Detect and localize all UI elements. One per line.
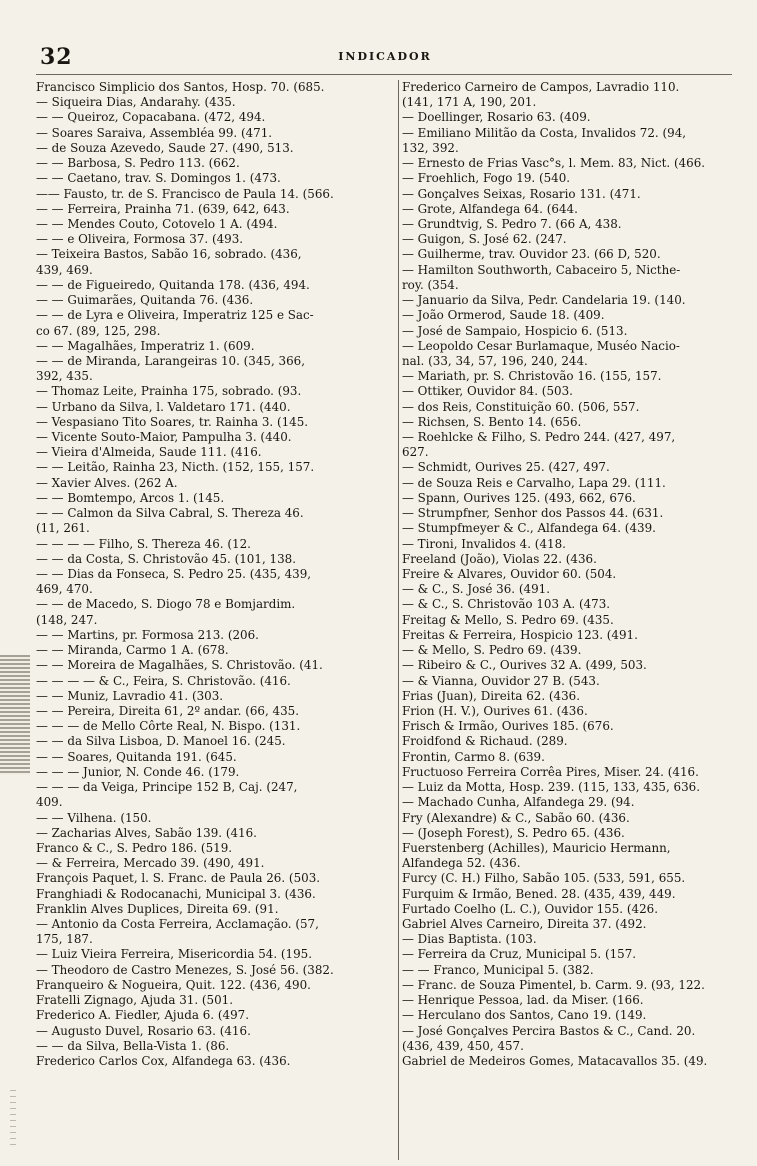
page-number: 32 (40, 44, 73, 70)
directory-entry-line: — Froehlich, Fogo 19. (540. (402, 171, 571, 186)
directory-entry-line: — Strumpfner, Senhor dos Passos 44. (631. (402, 506, 664, 521)
directory-entry-line: — — Mendes Couto, Cotovelo 1 A. (494. (36, 216, 278, 231)
directory-entry-line: — Ottiker, Ouvidor 84. (503. (402, 384, 573, 399)
directory-entry-line: — Vicente Souto-Maior, Pampulha 3. (440. (36, 430, 292, 445)
directory-entry-line: Frederico Carneiro de Campos, Lavradio 110. (402, 80, 680, 94)
directory-entry-line: (436, 439, 450, 457. (402, 1038, 524, 1053)
page-header (40, 44, 730, 72)
directory-entry-line: (141, 171 A, 190, 201. (402, 95, 537, 110)
directory-entry-line: — — — da Veiga, Principe 152 B, Caj. (247, (36, 780, 298, 795)
directory-entry-line: — Stumpfmeyer & C., Alfandega 64. (439. (402, 521, 656, 536)
directory-entry-line: — — Dias da Fonseca, S. Pedro 25. (435, 439, (36, 567, 312, 581)
directory-entry-line: — Henrique Pessoa, lad. da Miser. (166. (402, 993, 644, 1008)
directory-entry-line: — Augusto Duvel, Rosario 63. (416. (36, 1023, 251, 1038)
directory-entry-line: Gabriel de Medeiros Gomes, Matacavallos 35. (49. (402, 1054, 708, 1068)
directory-entry-line: — Franc. de Souza Pimentel, b. Carm. 9. (93, 122. (402, 977, 705, 992)
directory-entry-line: co 67. (89, 125, 298. (36, 323, 161, 338)
directory-entry-line: — — Martins, pr. Formosa 213. (206. (36, 627, 259, 642)
directory-entry-line: — — — Junior, N. Conde 46. (179. (36, 764, 240, 779)
directory-entry-line: — — Franco, Municipal 5. (382. (402, 962, 594, 977)
directory-entry-line: Franco & C., S. Pedro 186. (519. (36, 840, 233, 855)
directory-entry-line: — Spann, Ourives 125. (493, 662, 676. (402, 490, 636, 505)
directory-entry-line: — — e Oliveira, Formosa 37. (493. (36, 232, 244, 247)
directory-entry-line: — Tironi, Invalidos 4. (418. (402, 536, 566, 551)
directory-entry-line: Gabriel Alves Carneiro, Direita 37. (492. (402, 917, 647, 932)
directory-entry-line: — Soares Saraiva, Assembléa 99. (471. (36, 125, 273, 140)
directory-entry-line: — Theodoro de Castro Menezes, S. José 56. (382. (36, 962, 334, 977)
directory-entry-line: — Grundtvig, S. Pedro 7. (66 A, 438. (402, 216, 622, 231)
directory-entry-line: — Doellinger, Rosario 63. (409. (402, 110, 591, 125)
directory-entry-line: — — Vilhena. (150. (36, 810, 152, 825)
directory-entry-line: — — Bomtempo, Arcos 1. (145. (36, 490, 225, 505)
directory-entry-line: — — de Lyra e Oliveira, Imperatriz 125 e Sac- (36, 308, 314, 323)
directory-entry-line: — José de Sampaio, Hospicio 6. (513. (402, 323, 628, 338)
directory-entry-line: François Paquet, l. S. Franc. de Paula 26. (503. (36, 871, 321, 886)
directory-entry-line: — — de Figueiredo, Quitanda 178. (436, 494. (36, 277, 310, 292)
directory-entry-line: — dos Reis, Constituição 60. (506, 557. (402, 399, 640, 414)
directory-entry-line: — — da Costa, S. Christovão 45. (101, 138. (36, 551, 296, 566)
directory-entry-line: — Ribeiro & C., Ourives 32 A. (499, 503. (402, 658, 647, 673)
directory-entry-line: — Thomaz Leite, Prainha 175, sobrado. (93. (36, 384, 302, 399)
directory-entry-line: — Roehlcke & Filho, S. Pedro 244. (427, 497, (402, 430, 676, 445)
directory-entry-line: — — — — & C., Feira, S. Christovão. (416. (36, 673, 291, 688)
directory-entry-line: — Herculano dos Santos, Cano 19. (149. (402, 1008, 647, 1023)
directory-entry-line: Fructuoso Ferreira Corrêa Pires, Miser. 24. (416. (402, 764, 699, 779)
directory-entry-line: 439, 469. (36, 262, 93, 277)
directory-entry-line: — Luiz da Motta, Hosp. 239. (115, 133, 435, 636. (402, 780, 701, 795)
directory-entry-line: — — da Silva Lisboa, D. Manoel 16. (245. (36, 734, 286, 749)
directory-entry-line: — Grote, Alfandega 64. (644. (402, 201, 578, 216)
directory-entry-line: — Antonio da Costa Ferreira, Acclamação. (57, (36, 917, 319, 932)
directory-entry-line: 469, 470. (36, 582, 93, 597)
directory-entry-line: Franklin Alves Duplices, Direita 69. (91. (36, 901, 279, 916)
directory-entry-line: — — Muniz, Lavradio 41. (303. (36, 688, 224, 703)
directory-entry-line: — — Pereira, Direita 61, 2º andar. (66, 435. (36, 703, 300, 718)
directory-entry-line: Freire & Alvares, Ouvidor 60. (504. (402, 567, 617, 581)
directory-entry-line: — — de Miranda, Larangeiras 10. (345, 366, (36, 353, 306, 368)
directory-entry-line: — Gonçalves Seixas, Rosario 131. (471. (402, 186, 641, 201)
running-head: INDICADOR (338, 50, 432, 63)
directory-entry-line: — & Mello, S. Pedro 69. (439. (402, 643, 582, 658)
directory-entry-line: — Machado Cunha, Alfandega 29. (94. (402, 795, 635, 810)
directory-entry-line: Alfandega 52. (436. (402, 856, 521, 871)
directory-entry-line: 392, 435. (36, 369, 93, 384)
directory-entry-line: — Hamilton Southworth, Cabaceiro 5, Nicthe- (402, 262, 681, 277)
directory-entry-line: Franqueiro & Nogueira, Quit. 122. (436, 490. (36, 977, 311, 992)
directory-entry-line: (148, 247. (36, 612, 98, 627)
directory-entry-line: Frontin, Carmo 8. (639. (402, 749, 545, 764)
directory-entry-line: nal. (33, 34, 57, 196, 240, 244. (402, 353, 588, 368)
directory-entry-line: — Guilherme, trav. Ouvidor 23. (66 D, 520. (402, 247, 661, 262)
directory-entry-line: — Januario da Silva, Pedr. Candelaria 19. (140. (402, 293, 686, 308)
directory-entry-line: Frisch & Irmão, Ourives 185. (676. (402, 719, 614, 734)
directory-entry-line: — — Moreira de Magalhães, S. Christovão. (41. (36, 658, 323, 673)
directory-entry-line: Franghiadi & Rodocanachi, Municipal 3. (436. (36, 886, 316, 901)
directory-entry-line: — José Gonçalves Percira Bastos & C., Cand. 20. (402, 1023, 696, 1038)
directory-entry-line: Francisco Simplicio dos Santos, Hosp. 70. (685. (36, 80, 325, 94)
directory-entry-line: 627. (402, 445, 429, 460)
directory-entry-line: Frederico Carlos Cox, Alfandega 63. (436. (36, 1054, 291, 1068)
directory-entry-line: Frias (Juan), Direita 62. (436. (402, 688, 581, 703)
directory-entry-line: Freeland (João), Violas 22. (436. (402, 551, 597, 566)
header-rule (36, 74, 732, 75)
directory-entry-line: — Dias Baptista. (103. (402, 932, 537, 947)
directory-entry-line: Fuerstenberg (Achilles), Mauricio Hermann, (402, 840, 671, 855)
directory-entry-line: Frion (H. V.), Ourives 61. (436. (402, 703, 588, 718)
directory-entry-line: — — Calmon da Silva Cabral, S. Thereza 46. (36, 506, 304, 521)
directory-entry-line: — — Magalhães, Imperatriz 1. (609. (36, 338, 255, 353)
directory-entry-line: — Ferreira da Cruz, Municipal 5. (157. (402, 947, 637, 962)
directory-entry-line: roy. (354. (402, 277, 459, 292)
directory-entry-line: — & C., S. José 36. (491. (402, 582, 550, 597)
directory-entry-line: — Mariath, pr. S. Christovão 16. (155, 157. (402, 369, 662, 384)
directory-entry-line: — & Vianna, Ouvidor 27 B. (543. (402, 673, 600, 688)
directory-entry-line: — — Caetano, trav. S. Domingos 1. (473. (36, 171, 281, 186)
directory-entry-line: Freitag & Mello, S. Pedro 69. (435. (402, 612, 614, 627)
directory-entry-line: — Urbano da Silva, l. Valdetaro 171. (440. (36, 399, 291, 414)
directory-entry-line: —— Fausto, tr. de S. Francisco de Paula 14. (566. (36, 186, 334, 201)
directory-entry-line: Freitas & Ferreira, Hospicio 123. (491. (402, 627, 638, 642)
directory-entry-line: — de Souza Reis e Carvalho, Lapa 29. (111. (402, 475, 666, 490)
directory-entry-line: 409. (36, 795, 63, 810)
directory-entry-line: — de Souza Azevedo, Saude 27. (490, 513. (36, 140, 294, 155)
directory-entry-line: — — da Silva, Bella-Vista 1. (86. (36, 1038, 230, 1053)
directory-entry-line: — (Joseph Forest), S. Pedro 65. (436. (402, 825, 625, 840)
directory-entry-line: — — — — Filho, S. Thereza 46. (12. (36, 536, 251, 551)
directory-entry-line: — Guigon, S. José 62. (247. (402, 232, 567, 247)
directory-entry-line: Furtado Coelho (L. C.), Ouvidor 155. (426. (402, 901, 658, 916)
directory-entry-line: — Schmidt, Ourives 25. (427, 497. (402, 460, 610, 475)
directory-entry-line: — Emiliano Militão da Costa, Invalidos 72. (94, (402, 125, 687, 140)
directory-entry-line: — Siqueira Dias, Andarahy. (435. (36, 95, 236, 110)
directory-entry-line: — — Ferreira, Prainha 71. (639, 642, 643. (36, 201, 290, 216)
directory-entry-line: — — Soares, Quitanda 191. (645. (36, 749, 237, 764)
directory-entry-line: — — de Macedo, S. Diogo 78 e Bomjardim. (36, 597, 296, 612)
directory-entry-line: — Richsen, S. Bento 14. (656. (402, 414, 582, 429)
margin-stain (0, 655, 30, 775)
directory-entry-line: 175, 187. (36, 932, 93, 947)
directory-entry-line: — & C., S. Christovão 103 A. (473. (402, 597, 611, 612)
directory-entry-line: Froidfond & Richaud. (289. (402, 734, 568, 749)
directory-entry-line: — Vieira d'Almeida, Saude 111. (416. (36, 445, 262, 460)
directory-entry-line: 132, 392. (402, 140, 459, 155)
directory-entry-line: Furcy (C. H.) Filho, Sabão 105. (533, 591, 655. (402, 871, 686, 886)
directory-entry-line: — & Ferreira, Mercado 39. (490, 491. (36, 856, 265, 871)
directory-entry-line: Frederico A. Fiedler, Ajuda 6. (497. (36, 1008, 249, 1023)
left-column (36, 80, 396, 1069)
directory-entry-line: — Leopoldo Cesar Burlamaque, Muséo Nacio- (402, 338, 680, 353)
directory-entry-line: Fratelli Zignago, Ajuda 31. (501. (36, 993, 233, 1008)
directory-entry-line: — Teixeira Bastos, Sabão 16, sobrado. (436, (36, 247, 302, 262)
directory-entry-line: — — — de Mello Côrte Real, N. Bispo. (131. (36, 719, 301, 734)
directory-entry-line: (11, 261. (36, 521, 90, 536)
directory-entry-line: — Zacharias Alves, Sabão 139. (416. (36, 825, 257, 840)
directory-entry-line: — Ernesto de Frias Vasc°s, l. Mem. 83, Nict. (466. (402, 156, 706, 171)
directory-entry-line: — — Miranda, Carmo 1 A. (678. (36, 643, 229, 658)
directory-entry-line: — Vespasiano Tito Soares, tr. Rainha 3. (145. (36, 414, 309, 429)
directory-entry-line: — Luiz Vieira Ferreira, Misericordia 54. (195. (36, 947, 313, 962)
directory-entry-line: — — Leitão, Rainha 23, Nicth. (152, 155, 157. (36, 460, 315, 475)
directory-entry-line: Furquim & Irmão, Bened. 28. (435, 439, 449. (402, 886, 676, 901)
directory-entry-line: — João Ormerod, Saude 18. (409. (402, 308, 605, 323)
directory-entry-line: — Xavier Alves. (262 A. (36, 475, 178, 490)
directory-entry-line: — — Queiroz, Copacabana. (472, 494. (36, 110, 266, 125)
column-divider (398, 80, 399, 1160)
right-column (402, 80, 754, 1069)
directory-entry-line: — — Guimarães, Quitanda 76. (436. (36, 293, 254, 308)
margin-marks (10, 1090, 16, 1150)
directory-entry-line: — — Barbosa, S. Pedro 113. (662. (36, 156, 240, 171)
directory-entry-line: Fry (Alexandre) & C., Sabão 60. (436. (402, 810, 630, 825)
